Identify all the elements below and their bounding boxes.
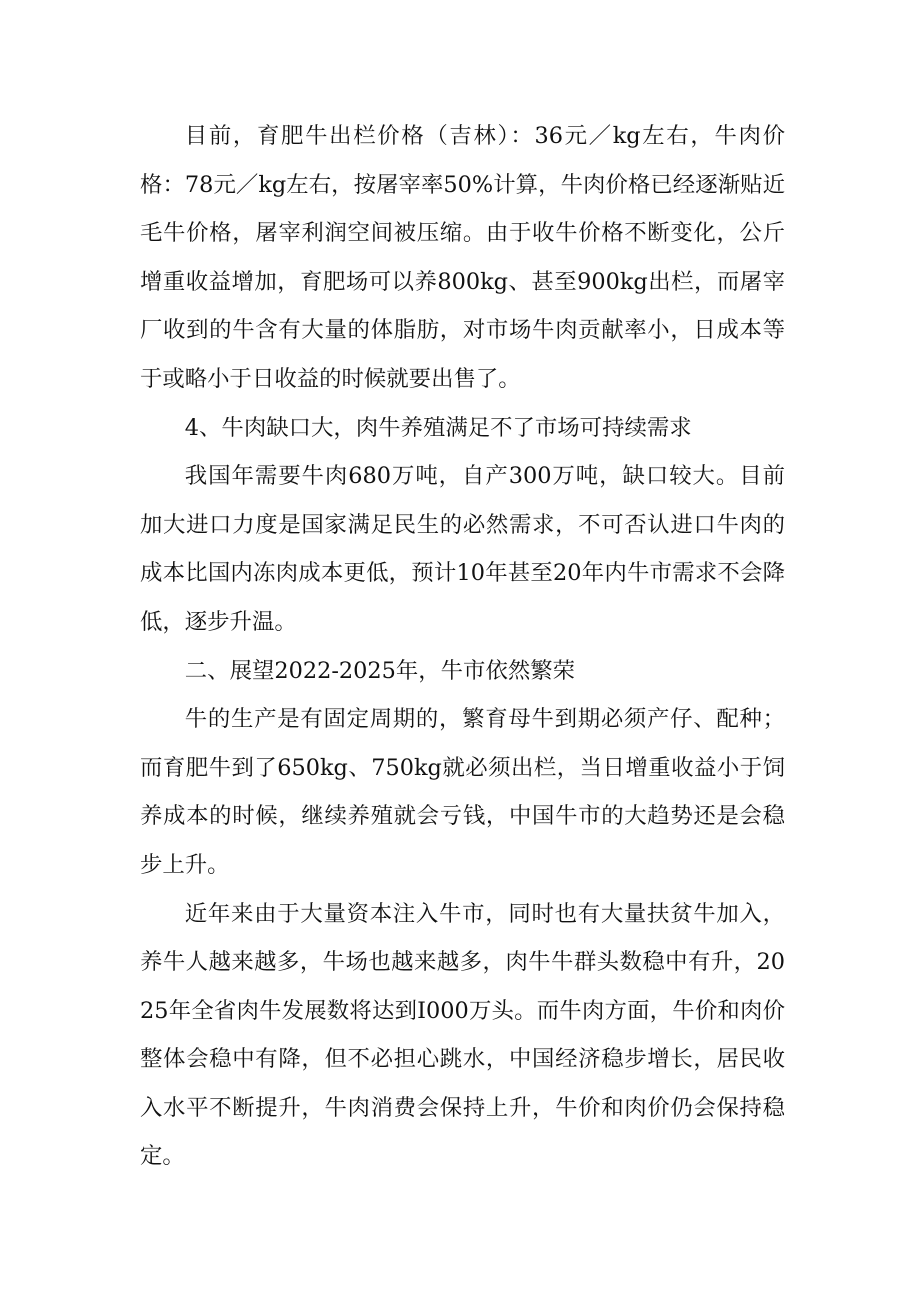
paragraph-production-cycle: 牛的生产是有固定周期的，繁育母牛到期必须产仔、配种；而育肥牛到了650kg、750kg就必须出栏，当日增重收益小于饲养成本的时候，继续养殖就会亏钱，中国牛市的大趋势还是会稳步上升。 (140, 706, 785, 878)
paragraph-beef-demand: 我国年需要牛肉680万吨，自产300万吨，缺口较大。目前加大进口力度是国家满足民生的必然需求，不可否认进口牛肉的成本比国内冻肉成本更低，预计10年甚至20年内牛市需求不会降低，逐步升温。 (140, 463, 785, 635)
paragraph-beef-shortage-heading: 4、牛肉缺口大，肉牛养殖满足不了市场可持续需求 (184, 414, 692, 441)
paragraph-outlook-heading: 二、展望2022-2025年，牛市依然繁荣 (184, 657, 576, 684)
paragraph-cattle-prices: 目前，育肥牛出栏价格（吉林）：36元／kg左右，牛肉价格：78元／kg左右，按屠宰率50%计算，牛肉价格已经逐渐贴近毛牛价格，屠宰利润空间被压缩。由于收牛价格不断变化，公斤增重收益增加，育肥场可以养800kg、甚至900kg出栏，而屠宰厂收到的牛含有大量的体脂肪，对市场牛肉贡献率小，日成本等于或略小于日收益的时候就要出售了。 (140, 123, 785, 392)
document-body (140, 112, 785, 1181)
paragraph-market-trend: 近年来由于大量资本注入牛市，同时也有大量扶贫牛加入，养牛人越来越多，牛场也越来越多，肉牛牛群头数稳中有升，2025年全省肉牛发展数将达到I000万头。而牛肉方面，牛价和肉价整体会稳中有降，但不必担心跳水，中国经济稳步增长，居民收入水平不断提升，牛肉消费会保持上升，牛价和肉价仍会保持稳定。 (140, 900, 785, 1170)
